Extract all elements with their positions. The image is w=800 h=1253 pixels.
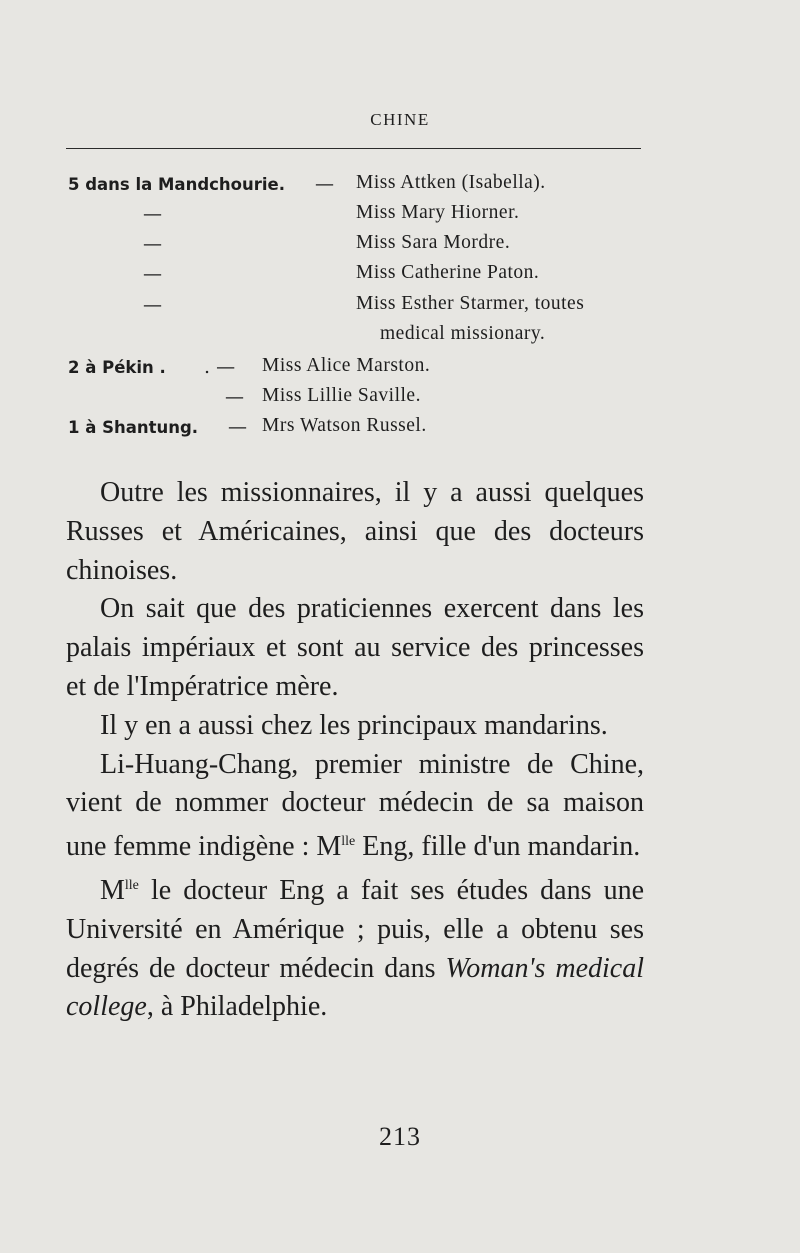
entry-name: Miss Sara Mordre. [356,232,511,253]
paragraph-text: Eng, fille d'un mandarin. [355,831,641,863]
entry-dash: — [228,416,247,438]
paragraph [66,867,644,1027]
paragraph [66,746,644,867]
paragraph: Outre les missionnaires, il y a aussi quelques Russes et Américaines, ainsi que des docteurs chinoises. [66,477,644,586]
entry-name: Miss Alice Marston. [262,355,431,376]
paragraph-text: M [100,874,125,906]
entry-name: Miss Lillie Saville. [262,385,421,406]
entry-name: medical missionary. [380,323,546,344]
entry-label: 5 dans la Mandchourie. [68,175,285,194]
paragraph: Il y en a aussi chez les principaux mandarins. [100,709,608,741]
italic-title: Woman's medical college [66,952,644,1023]
entry-name: Miss Attken (Isabella). [356,172,546,193]
entry-dash: — [143,203,162,225]
entry-dash: — [143,263,162,285]
entry-dash: — [143,294,162,316]
paragraph-text: , à Philadelphie. [146,991,328,1023]
list-item [68,173,285,203]
list-item [68,356,166,386]
entry-dash: — [315,173,334,195]
paragraph-text: Li-Huang-Chang, premier ministre de Chine, vient de nommer docteur médecin de sa maison une femme indigène : M [66,748,644,863]
paragraph-text: le docteur Eng a fait ses études dans une Université en Amérique ; puis, elle a obtenu ses degrés de docteur médecin dans [66,874,644,984]
paragraph: On sait que des praticiennes exercent dans les palais impériaux et sont au service des princesses et de l'Impératrice mère. [66,593,644,702]
entry-name: Miss Esther Starmer, toutes [356,293,585,314]
body-text [66,474,644,1027]
superscript: lle [124,877,139,893]
entry-dash: — [225,386,244,408]
page-number: 213 [379,1122,421,1151]
entry-label: 2 à Pékin . [68,358,166,377]
header-rule [66,148,641,149]
entry-dash: — [143,233,162,255]
entry-label: 1 à Shantung. [68,418,199,437]
entry-dash: . — [204,356,236,378]
entry-name: Miss Mary Hiorner. [356,202,520,223]
superscript: lle [341,834,356,850]
entry-name: Mrs Watson Russel. [262,415,427,436]
running-header: CHINE [370,110,430,129]
list-item [68,416,198,446]
entry-name: Miss Catherine Paton. [356,262,540,283]
